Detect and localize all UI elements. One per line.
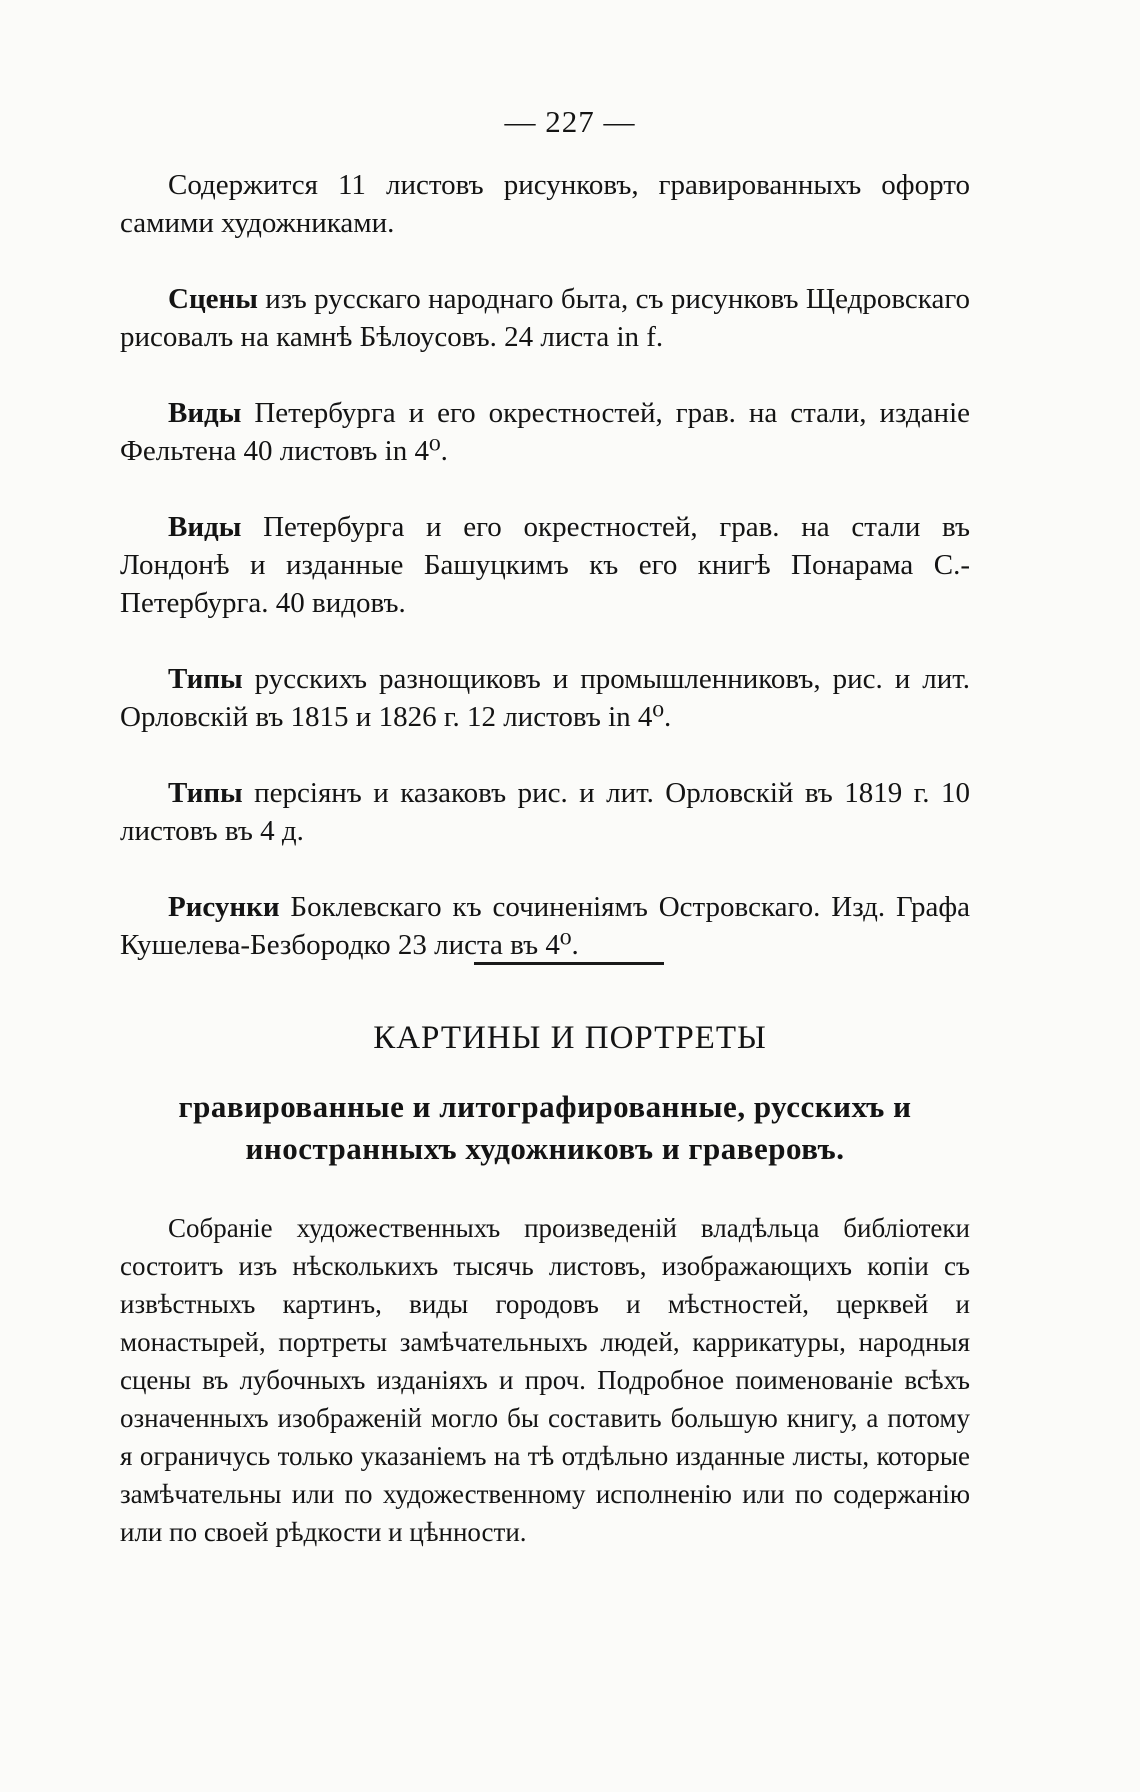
catalog-entry: [120, 660, 970, 736]
entry-text: Боклевскаго къ сочиненіямъ Островскаго. Изд. Графа Кушелева-Безбородко 23 листа въ 4⁰.: [120, 891, 970, 961]
section-subtitle: гравированные и литографированные, русскихъ и иностранныхъ художниковъ и граверовъ.: [178, 1089, 912, 1166]
entry-lead-word: Виды: [168, 511, 242, 543]
entry-text: Петербурга и его окрестностей, грав. на стали въ Лондонѣ и изданные Башуцкимъ къ его книгѣ Понарама С.-Петербурга. 40 видовъ.: [120, 511, 970, 619]
entry-lead-word: Рисунки: [168, 891, 280, 923]
page-number: — 227 —: [504, 104, 636, 139]
entry-text: персіянъ и казаковъ рис. и лит. Орловскій въ 1819 г. 10 листовъ въ 4 д.: [120, 777, 970, 847]
entry-lead-word: Типы: [168, 777, 243, 809]
section-divider-rule: [474, 962, 664, 965]
entry-text: Содержится 11 листовъ рисунковъ, гравированныхъ офорто самими художниками.: [120, 169, 970, 239]
section-paragraph: Собраніе художественныхъ произведеній владѣльца библіотеки состоитъ изъ нѣсколькихъ тысячь листовъ, изображающихъ копіи съ извѣстныхъ картинъ, виды городовъ и мѣстностей, церквей и монастырей, портреты замѣчательныхъ людей, каррикатуры, народныя сцены въ лубочныхъ изданіяхъ и проч. Подробное поименованіе всѣхъ означенныхъ изображеній могло бы составить большую книгу, а потому я ограничусь только указаніемъ на тѣ отдѣльно изданные листы, которые замѣчательны или по художественному исполненію или по содержанію или по своей рѣдкости и цѣнности.: [120, 1213, 970, 1547]
entry-text: изъ русскаго народнаго быта, съ рисунковъ Щедровскаго рисовалъ на камнѣ Бѣлоусовъ. 24 листа in f.: [120, 283, 970, 353]
catalog-entry: [120, 508, 970, 622]
catalog-entry: [120, 774, 970, 850]
entry-lead-word: Типы: [168, 663, 243, 695]
entry-lead-word: Сцены: [168, 283, 258, 315]
entry-text: русскихъ разнощиковъ и промышленниковъ, рис. и лит. Орловскій въ 1815 и 1826 г. 12 листовъ in 4⁰.: [120, 663, 970, 733]
catalog-entry: [120, 394, 970, 470]
entry-text: Петербурга и его окрестностей, грав. на стали, изданіе Фельтена 40 листовъ in 4⁰.: [120, 397, 970, 467]
entry-lead-word: Виды: [168, 397, 242, 429]
catalog-entry: [120, 888, 970, 964]
catalog-entry: [120, 166, 970, 242]
section-title: КАРТИНЫ И ПОРТРЕТЫ: [373, 1020, 767, 1056]
catalog-entries: [120, 166, 970, 1002]
catalog-entry: [120, 280, 970, 356]
